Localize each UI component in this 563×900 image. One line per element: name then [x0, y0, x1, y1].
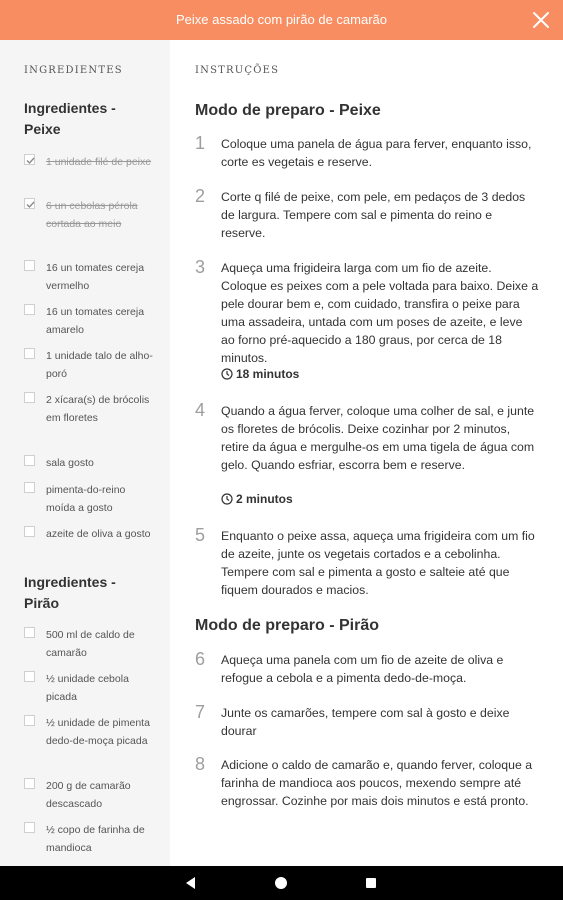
ingredient-label: ½ copo de farinha de mandioca: [46, 824, 145, 854]
recents-square-icon[interactable]: [363, 875, 379, 891]
ingredients-group-title: Ingredientes - Peixe: [24, 100, 116, 137]
step-time-label: 18 minutos: [236, 367, 300, 381]
ingredient-label: azeite de oliva a gosto: [46, 528, 151, 540]
ingredient-checkbox[interactable]: [24, 455, 35, 466]
step-text: Enquanto o peixe assa, aqueça uma frigideira com um fio de azeite, junte os vegetais cortados e a cebolinha. Tempere com sal e pimenta a gosto e salteie até que fiquem dourados e macios.: [221, 529, 535, 597]
ingredient-label: 200 g de camarão descascado: [46, 780, 131, 810]
ingredient-checkbox[interactable]: [24, 304, 35, 315]
ingredient-label: 500 ml de caldo de camarão: [46, 629, 135, 659]
instructions-panel: [170, 40, 563, 866]
ingredient-checkbox[interactable]: [24, 715, 35, 726]
ingredient-label: 6 un cebolas pérola cortada ao meio: [46, 200, 138, 230]
ingredient-checkbox[interactable]: [24, 671, 35, 682]
step-number: 7: [195, 702, 206, 722]
ingredient-checkbox[interactable]: [24, 778, 35, 789]
ingredient-checkbox[interactable]: [24, 154, 35, 165]
check-icon: [25, 199, 36, 210]
section-title: Modo de preparo - Peixe: [195, 102, 381, 119]
ingredient-label: 1 unidade filé de peixe: [46, 156, 152, 168]
ingredient-label: 1 unidade talo de alho-poró: [46, 350, 153, 380]
step-text: Quando a água ferver, coloque uma colher de sal, e junte os floretes de brócolis. Deixe cozinhar por 2 minutos, retire da água e mergulhe-os em uma tigela de água com gelo. Quando esfriar, escorra bem e reserve.: [221, 404, 535, 472]
clock-icon: [221, 368, 233, 380]
step-number: 2: [195, 186, 206, 206]
ingredient-checkbox[interactable]: [24, 627, 35, 638]
ingredients-caption: INGREDIENTES: [24, 65, 123, 76]
ingredient-checkbox[interactable]: [24, 482, 35, 493]
check-icon: [25, 155, 36, 166]
step-text: Coloque uma panela de água para ferver, enquanto isso, corte es vegetais e reserve.: [221, 137, 532, 169]
step-text: Aqueça uma frigideira larga com um fio de azeite. Coloque es peixes com a pele voltada para baixo. Deixe a pele dourar bem e, com cuidado, transfira o peixe para uma assadeira, untada com um poses de azeite, e leve ao forno pré-aquecido a 180 graus, por cerca de 18 minutos.: [221, 261, 539, 365]
ingredient-label: 16 un tomates cereja vermelho: [46, 262, 145, 292]
ingredient-label: 16 un tomates cereja amarelo: [46, 306, 145, 336]
step-number: 8: [195, 754, 206, 774]
system-nav-bar: [0, 866, 563, 900]
step-time-label: 2 minutos: [236, 492, 293, 506]
step-text: Junte os camarões, tempere com sal à gosto e deixe dourar: [221, 706, 510, 738]
ingredient-label: ½ unidade de pimenta dedo-de-moça picada: [46, 717, 150, 747]
ingredient-checkbox[interactable]: [24, 348, 35, 359]
section-title: Modo de preparo - Pirão: [195, 617, 380, 634]
ingredient-label: ½ unidade cebola picada: [46, 673, 129, 703]
ingredient-checkbox[interactable]: [24, 198, 35, 209]
recipe-title: Peixe assado com pirão de camarão: [175, 12, 387, 27]
ingredient-checkbox[interactable]: [24, 526, 35, 537]
ingredients-group-title: Ingredientes - Pirão: [24, 574, 116, 611]
ingredient-checkbox[interactable]: [24, 822, 35, 833]
ingredients-panel: [0, 40, 170, 866]
ingredient-label: pimenta-do-reino moída a gosto: [46, 484, 126, 514]
step-text: Corte q filé de peixe, com pele, em pedaços de 3 dedos de largura. Tempere com sal e pimenta do reino e reserve.: [221, 190, 526, 240]
step-text: Adicione o caldo de camarão e, quando ferver, coloque a farinha de mandioca aos poucos, mexendo sempre até engrossar. Cozinhe por mais dois minutos e está pronto.: [221, 758, 533, 808]
ingredient-checkbox[interactable]: [24, 392, 35, 403]
instructions-caption: INSTRUÇÕES: [195, 65, 280, 76]
step-timer: [221, 367, 299, 381]
step-number: 4: [195, 400, 206, 420]
clock-icon: [221, 493, 233, 505]
close-icon[interactable]: [531, 10, 551, 30]
ingredient-label: 2 xícara(s) de brócolis em floretes: [46, 394, 150, 424]
step-number: 6: [195, 649, 206, 669]
ingredient-label: sala gosto: [46, 457, 94, 469]
step-text: Aqueça uma panela com um fio de azeite de oliva e refogue a cebola e a pimenta dedo-de-moça.: [221, 653, 504, 685]
step-number: 1: [195, 133, 206, 153]
back-triangle-icon[interactable]: [183, 875, 199, 891]
ingredient-checkbox[interactable]: [24, 260, 35, 271]
step-number: 5: [195, 525, 206, 545]
step-timer: [221, 492, 293, 506]
app-bar: [0, 0, 563, 40]
step-number: 3: [195, 257, 206, 277]
home-circle-icon[interactable]: [273, 875, 289, 891]
